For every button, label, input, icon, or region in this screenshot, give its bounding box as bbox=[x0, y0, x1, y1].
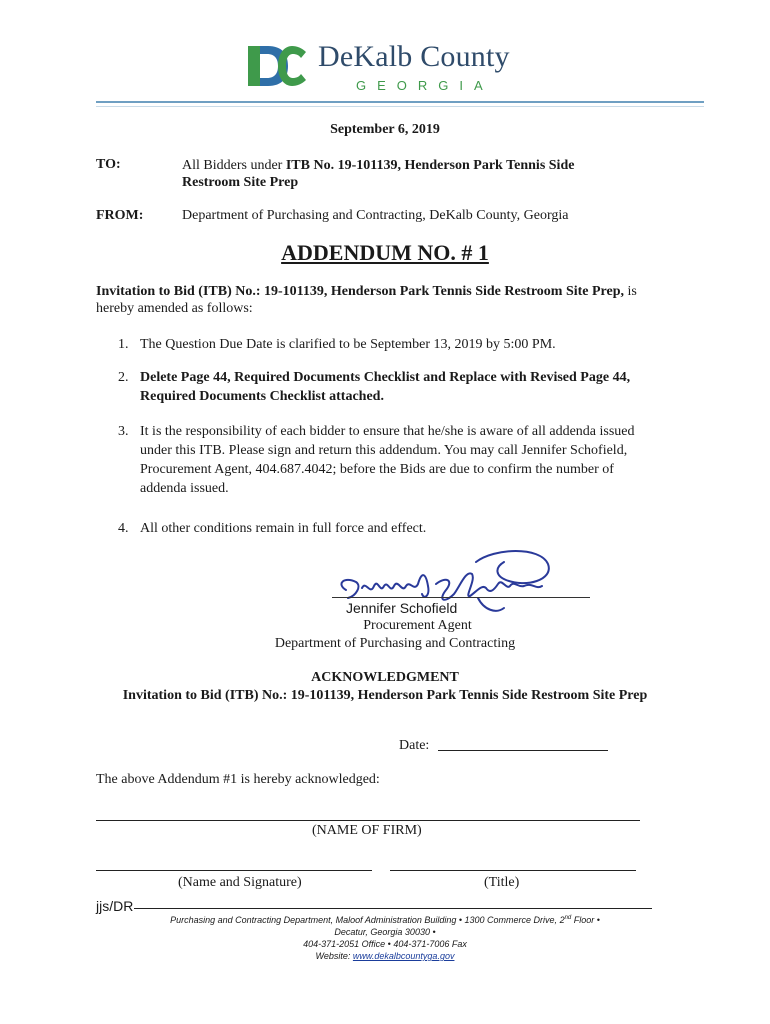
footer-line-3: 404-371-2051 Office • 404-371-7006 Fax bbox=[303, 939, 467, 949]
footer-line-1-sup: nd bbox=[564, 915, 572, 921]
signer-title: Procurement Agent bbox=[363, 618, 472, 633]
header-divider bbox=[96, 101, 704, 103]
item-number: 4. bbox=[118, 521, 129, 536]
signature-line bbox=[332, 597, 590, 598]
item-text: Delete Page 44, Required Documents Checklist and Replace with Revised Page 44, Required Documents Checklist attached. bbox=[140, 370, 631, 404]
itb-intro-rest: is hereby amended as follows: bbox=[96, 284, 637, 316]
footer-line-4 bbox=[100, 950, 670, 962]
to-text-itb: ITB No. 19-101139, Henderson Park Tennis Side Restroom Site Prep bbox=[182, 158, 575, 190]
date-field[interactable] bbox=[438, 750, 608, 751]
from-label: FROM: bbox=[96, 208, 144, 223]
dekalb-county-logo bbox=[244, 42, 308, 90]
itb-intro-bold: Invitation to Bid (ITB) No.: 19-101139, Henderson Park Tennis Side Restroom Site Prep, bbox=[96, 284, 625, 299]
footer-line-1 bbox=[100, 912, 670, 926]
footer-divider bbox=[134, 908, 652, 909]
to-text-prefix: All Bidders under bbox=[182, 158, 286, 173]
to-recipient bbox=[182, 157, 622, 191]
title-field[interactable] bbox=[390, 870, 636, 871]
website-label: Website: bbox=[315, 951, 353, 961]
acknowledgment-title: ACKNOWLEDGMENT bbox=[311, 670, 459, 685]
name-signature-label: (Name and Signature) bbox=[178, 875, 302, 890]
date-label: Date: bbox=[399, 738, 430, 753]
from-sender: Department of Purchasing and Contracting, DeKalb County, Georgia bbox=[182, 208, 569, 223]
item-text: All other conditions remain in full force and effect. bbox=[140, 521, 427, 536]
footer-line-1-end: Floor • bbox=[571, 915, 600, 925]
footer-line-2: Decatur, Georgia 30030 • bbox=[334, 927, 436, 937]
firm-name-field[interactable] bbox=[96, 820, 640, 821]
header-divider-secondary bbox=[96, 106, 704, 107]
website-link[interactable]: www.dekalbcountyga.gov bbox=[352, 951, 455, 961]
to-label: TO: bbox=[96, 157, 121, 172]
memo-date: September 6, 2019 bbox=[330, 122, 440, 137]
title-label: (Title) bbox=[484, 875, 520, 890]
firm-name-label: (NAME OF FIRM) bbox=[312, 823, 422, 838]
item-text: The Question Due Date is clarified to be September 13, 2019 by 5:00 PM. bbox=[140, 337, 556, 352]
county-name: DeKalb County bbox=[318, 40, 510, 73]
signer-department: Department of Purchasing and Contracting bbox=[274, 636, 516, 651]
item-number: 3. bbox=[118, 424, 129, 439]
item-number: 2. bbox=[118, 370, 129, 385]
acknowledgment-statement: The above Addendum #1 is hereby acknowledged: bbox=[96, 772, 380, 787]
county-state: GEORGIA bbox=[356, 78, 494, 93]
acknowledgment-itb: Invitation to Bid (ITB) No.: 19-101139, Henderson Park Tennis Side Restroom Site Prep bbox=[122, 688, 648, 703]
itb-intro bbox=[96, 283, 676, 317]
footer-line-1-text: Purchasing and Contracting Department, Maloof Administration Building • 1300 Commerce Drive, 2 bbox=[170, 915, 565, 925]
item-text: It is the responsibility of each bidder to ensure that he/she is aware of all addenda issued under this ITB. Please sign and return this addendum. You may call Jennifer Schofield, Procurement Agent, 404.687.4042; before the Bids are due to confirm the number of addenda issued. bbox=[140, 424, 635, 496]
signer-name: Jennifer Schofield bbox=[346, 600, 458, 616]
item-number: 1. bbox=[118, 337, 129, 352]
addendum-title: ADDENDUM NO. # 1 bbox=[281, 240, 489, 265]
footer-address bbox=[100, 912, 670, 962]
name-signature-field[interactable] bbox=[96, 870, 372, 871]
typist-initials: jjs/DR bbox=[96, 898, 134, 914]
